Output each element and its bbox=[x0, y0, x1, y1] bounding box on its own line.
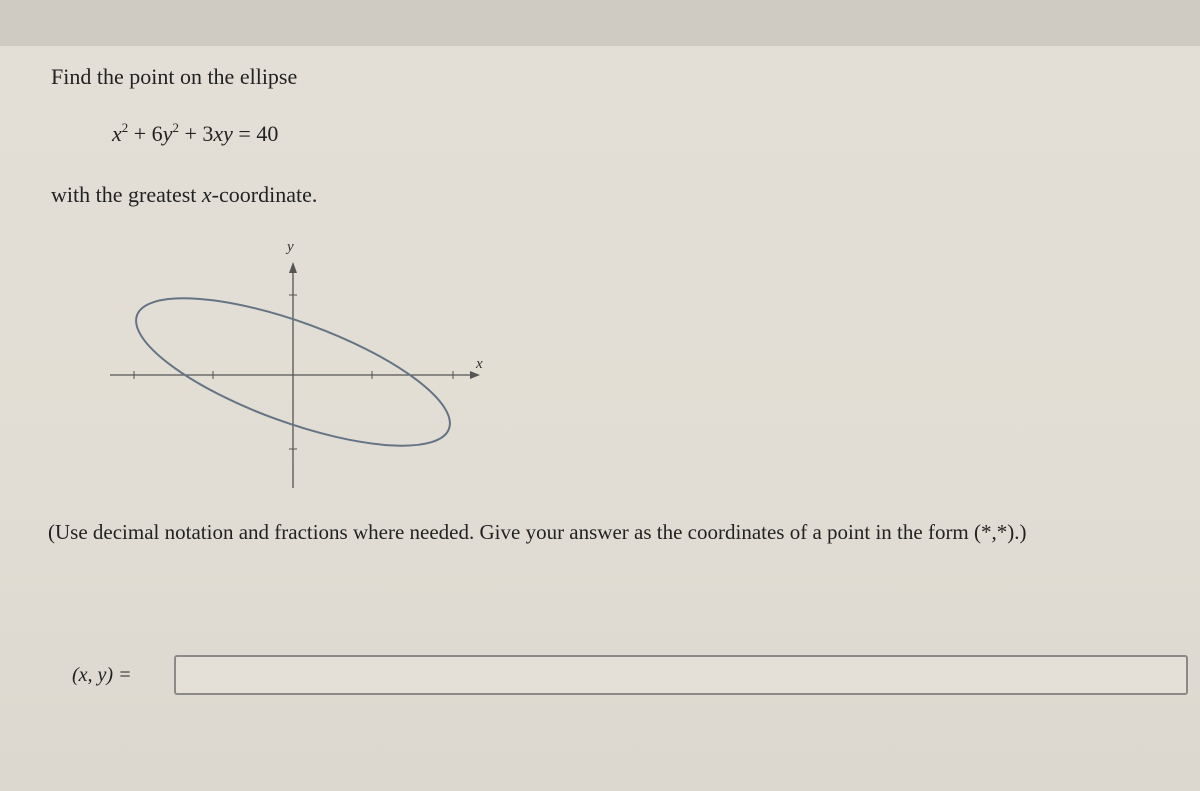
eq-y-exponent: 2 bbox=[172, 120, 179, 135]
answer-label: (x, y) = bbox=[72, 664, 132, 686]
top-band bbox=[0, 0, 1200, 48]
ellipse-equation bbox=[112, 120, 278, 147]
question-condition bbox=[51, 182, 317, 208]
eq-y: y bbox=[162, 121, 173, 146]
eq-x: x bbox=[112, 121, 122, 146]
eq-term-6: + 6 bbox=[128, 121, 163, 146]
condition-prefix: with the greatest bbox=[51, 182, 202, 207]
x-axis-label: x bbox=[476, 356, 483, 372]
y-axis-arrow-icon bbox=[289, 262, 297, 273]
answer-input[interactable] bbox=[174, 655, 1188, 695]
eq-rhs: = 40 bbox=[232, 121, 279, 146]
condition-suffix: -coordinate. bbox=[211, 182, 318, 207]
y-axis-label: y bbox=[287, 239, 294, 255]
instruction-text: (Use decimal notation and fractions where needed. Give your answer as the coordinates of a point in the form (*,*).) bbox=[48, 520, 1027, 544]
x-axis-arrow-icon bbox=[470, 371, 480, 379]
eq-x-exponent: 2 bbox=[121, 120, 129, 135]
eq-term-3: + 3 bbox=[178, 121, 214, 146]
condition-variable: x bbox=[201, 182, 212, 207]
ellipse-graph bbox=[100, 232, 500, 494]
eq-xy: xy bbox=[213, 121, 233, 146]
question-text: Find the point on the ellipse bbox=[51, 64, 298, 89]
